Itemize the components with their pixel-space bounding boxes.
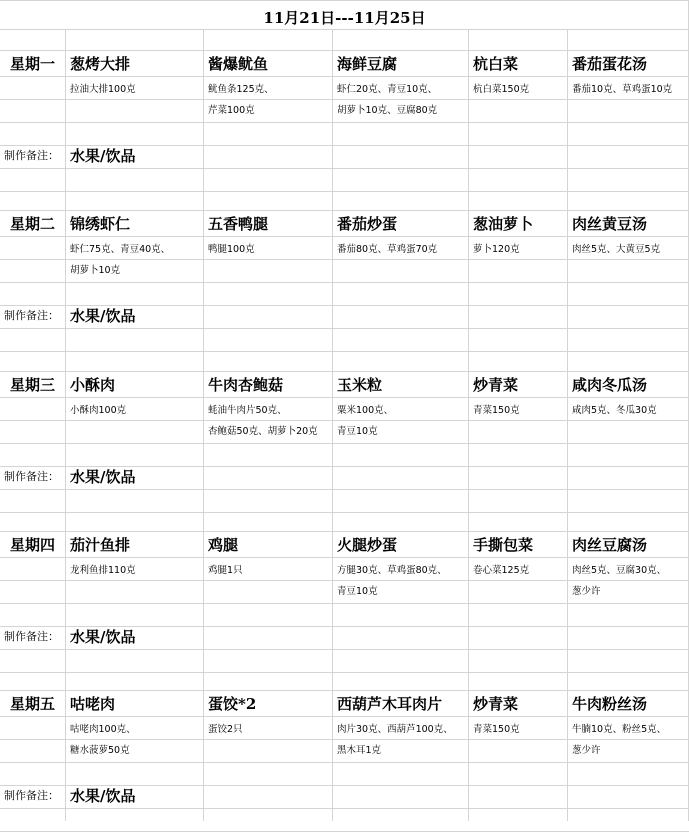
grid-row-line: [0, 328, 689, 329]
dish-ingredients: 咕咾肉100克、: [70, 724, 136, 735]
grid-row-line: [0, 351, 689, 352]
grid-row-line: [0, 808, 689, 809]
dish-name: 西葫芦木耳肉片: [337, 695, 443, 713]
production-note-value: 水果/饮品: [70, 787, 136, 805]
dish-ingredients: 方腿30克、草鸡蛋80克、: [337, 565, 447, 576]
dish-name: 肉丝豆腐汤: [572, 536, 648, 554]
dish-ingredients: 肉丝5克、大黄豆5克: [572, 244, 661, 255]
dish-ingredients: 拉油大排100克: [70, 84, 136, 95]
grid-row-line: [0, 762, 689, 763]
dish-ingredients: 蛋饺2只: [208, 724, 243, 735]
dish-name: 葱烤大排: [70, 55, 131, 73]
grid-row-line: [0, 672, 689, 673]
dish-ingredients: 杏鲍菇50克、胡萝卜20克: [208, 426, 318, 437]
dish-name: 炒青菜: [473, 376, 519, 394]
production-note-label: 制作备注：: [4, 789, 59, 802]
dish-name: 肉丝黄豆汤: [572, 215, 648, 233]
production-note-value: 水果/饮品: [70, 628, 136, 646]
dish-name: 牛肉杏鲍菇: [208, 376, 284, 394]
production-note-value: 水果/饮品: [70, 468, 136, 486]
dish-name: 海鲜豆腐: [337, 55, 398, 73]
dish-ingredients: 鱿鱼条125克、: [208, 84, 274, 95]
grid-row-line: [0, 236, 689, 237]
grid-row-line: [0, 168, 689, 169]
grid-row-line: [0, 649, 689, 650]
dish-name: 火腿炒蛋: [337, 536, 398, 554]
grid-column-line: [332, 29, 333, 821]
dish-ingredients: 青豆10克: [337, 586, 378, 597]
dish-name: 锦绣虾仁: [70, 215, 131, 233]
dish-name: 手撕包菜: [473, 536, 534, 554]
dish-ingredients: 胡萝卜10克: [70, 265, 121, 276]
production-note-value: 水果/饮品: [70, 307, 136, 325]
grid-row-line: [0, 50, 689, 51]
dish-ingredients: 肉丝5克、豆腐30克、: [572, 565, 667, 576]
dish-ingredients: 龙利鱼排110克: [70, 565, 136, 576]
production-note-label: 制作备注：: [4, 470, 59, 483]
dish-ingredients: 小酥肉100克: [70, 405, 127, 416]
dish-ingredients: 青菜150克: [473, 724, 520, 735]
dish-ingredients: 葱少许: [572, 745, 601, 756]
grid-row-line: [0, 371, 689, 372]
dish-name: 葱油萝卜: [473, 215, 534, 233]
dish-ingredients: 鸭腿100克: [208, 244, 255, 255]
weekday-label: 星期四: [10, 536, 56, 554]
dish-ingredients: 蚝油牛肉片50克、: [208, 405, 287, 416]
grid-column-line: [203, 29, 204, 821]
dish-ingredients: 鸡腿1只: [208, 565, 243, 576]
dish-name: 小酥肉: [70, 376, 116, 394]
dish-ingredients: 番茄80克、草鸡蛋70克: [337, 244, 438, 255]
dish-name: 蛋饺*2: [208, 695, 257, 713]
production-note-label: 制作备注：: [4, 309, 59, 322]
grid-row-line: [0, 443, 689, 444]
grid-row-line: [0, 29, 689, 30]
dish-name: 五香鸭腿: [208, 215, 269, 233]
dish-name: 茄汁鱼排: [70, 536, 131, 554]
dish-ingredients: 胡萝卜10克、豆腐80克: [337, 105, 438, 116]
dish-name: 炒青菜: [473, 695, 519, 713]
dish-ingredients: 卷心菜125克: [473, 565, 530, 576]
dish-ingredients: 虾仁75克、青豆40克、: [70, 244, 171, 255]
grid-column-line: [567, 29, 568, 821]
grid-row-line: [0, 0, 689, 1]
dish-name: 酱爆鱿鱼: [208, 55, 269, 73]
grid-row-line: [0, 76, 689, 77]
grid-row-line: [0, 531, 689, 532]
production-note-label: 制作备注：: [4, 149, 59, 162]
grid-row-line: [0, 210, 689, 211]
grid-column-line: [468, 29, 469, 821]
grid-row-line: [0, 489, 689, 490]
dish-name: 咕咾肉: [70, 695, 116, 713]
production-note-label: 制作备注：: [4, 630, 59, 643]
dish-ingredients: 萝卜120克: [473, 244, 520, 255]
weekday-label: 星期五: [10, 695, 56, 713]
grid-row-line: [0, 690, 689, 691]
dish-ingredients: 杭白菜150克: [473, 84, 530, 95]
grid-row-line: [0, 122, 689, 123]
dish-ingredients: 葱少许: [572, 586, 601, 597]
dish-name: 玉米粒: [337, 376, 383, 394]
page-title: 11月21日---11月25日: [263, 9, 426, 27]
grid-row-line: [0, 557, 689, 558]
dish-name: 杭白菜: [473, 55, 519, 73]
dish-name: 牛肉粉丝汤: [572, 695, 648, 713]
dish-ingredients: 糖水菠萝50克: [70, 745, 130, 756]
grid-row-line: [0, 282, 689, 283]
dish-ingredients: 虾仁20克、青豆10克、: [337, 84, 438, 95]
grid-row-line: [0, 191, 689, 192]
grid-row-line: [0, 512, 689, 513]
dish-ingredients: 牛腩10克、粉丝5克、: [572, 724, 667, 735]
dish-ingredients: 咸肉5克、冬瓜30克: [572, 405, 657, 416]
dish-name: 番茄炒蛋: [337, 215, 398, 233]
dish-ingredients: 肉片30克、西葫芦100克、: [337, 724, 453, 735]
dish-ingredients: 黑木耳1克: [337, 745, 382, 756]
grid-row-line: [0, 716, 689, 717]
dish-ingredients: 芹菜100克: [208, 105, 255, 116]
dish-name: 番茄蛋花汤: [572, 55, 648, 73]
dish-name: 鸡腿: [208, 536, 239, 554]
dish-ingredients: 青豆10克: [337, 426, 378, 437]
dish-ingredients: 青菜150克: [473, 405, 520, 416]
dish-ingredients: 粟米100克、: [337, 405, 394, 416]
weekday-label: 星期一: [10, 55, 56, 73]
dish-ingredients: 番茄10克、草鸡蛋10克: [572, 84, 673, 95]
grid-column-line: [65, 29, 66, 821]
grid-row-line: [0, 603, 689, 604]
dish-name: 咸肉冬瓜汤: [572, 376, 648, 394]
grid-row-line: [0, 397, 689, 398]
weekday-label: 星期二: [10, 215, 56, 233]
weekday-label: 星期三: [10, 376, 56, 394]
production-note-value: 水果/饮品: [70, 147, 136, 165]
